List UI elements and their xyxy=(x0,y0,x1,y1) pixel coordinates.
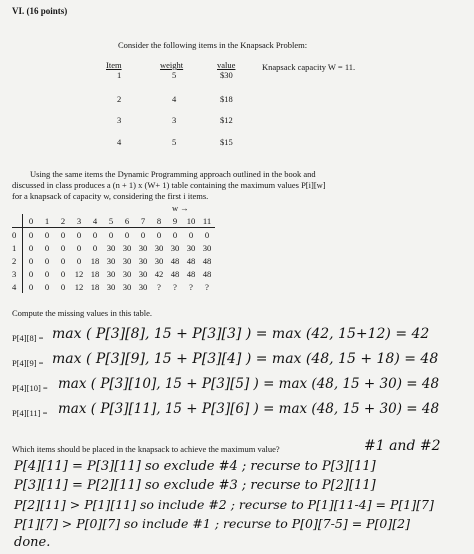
dp-cell: 0 xyxy=(44,255,50,266)
w-arrow-label: w → xyxy=(172,203,189,213)
dp-cell: ? xyxy=(189,281,193,292)
answer-work-3: max ( P[3][10], 15 + P[3][5] ) = max (48, 15 + 30) = 48 xyxy=(58,376,440,392)
dp-col-header: 2 xyxy=(55,214,71,228)
dp-cell: ? xyxy=(157,281,161,292)
dp-cell: 48 xyxy=(170,255,180,266)
dp-col-header: 6 xyxy=(119,214,135,228)
dp-row-3 xyxy=(12,267,215,280)
dp-cell: 18 xyxy=(90,255,100,266)
dp-cell: 0 xyxy=(44,281,50,292)
dp-cell: 0 xyxy=(44,229,50,240)
dp-corner xyxy=(12,214,23,228)
dp-row-label: 2 xyxy=(12,254,23,267)
dp-cell: 0 xyxy=(124,229,130,240)
dp-cell: 30 xyxy=(170,242,180,253)
item-row-1-item: 1 xyxy=(117,70,122,80)
dp-intro-line1: Using the same items the Dynamic Programming approach outlined in the book and xyxy=(30,169,316,179)
dp-cell: 0 xyxy=(28,242,34,253)
items-header-weight: weight xyxy=(160,60,184,70)
dp-cell: 30 xyxy=(122,281,132,292)
dp-cell: 0 xyxy=(204,229,210,240)
dp-col-header: 7 xyxy=(135,214,151,228)
dp-cell: 30 xyxy=(138,255,148,266)
dp-cell: 0 xyxy=(60,255,66,266)
dp-cell: 48 xyxy=(170,268,180,279)
items-header-item: Item xyxy=(106,60,122,70)
dp-cell: 0 xyxy=(92,242,98,253)
trace-line-5: done. xyxy=(14,535,51,550)
answer-work-2: max ( P[3][9], 15 + P[3][4] ) = max (48, 15 + 18) = 48 xyxy=(52,351,439,367)
instruction-text: Consider the following items in the Knapsack Problem: xyxy=(118,40,308,50)
compute-label: Compute the missing values in this table. xyxy=(12,308,153,318)
dp-cell: 0 xyxy=(60,229,66,240)
dp-cell: 0 xyxy=(140,229,146,240)
dp-col-header: 1 xyxy=(39,214,55,228)
dp-cell: 0 xyxy=(44,268,50,279)
dp-cell: ? xyxy=(205,281,209,292)
dp-cell: 0 xyxy=(108,229,114,240)
dp-col-header: 10 xyxy=(183,214,199,228)
dp-cell: 30 xyxy=(138,268,148,279)
which-items-answer: #1 and #2 xyxy=(364,438,441,454)
dp-table xyxy=(12,214,215,293)
dp-cell: 30 xyxy=(186,242,196,253)
dp-cell: 48 xyxy=(186,268,196,279)
dp-cell: 0 xyxy=(76,242,82,253)
dp-cell: 30 xyxy=(106,242,116,253)
dp-row-0 xyxy=(12,228,215,242)
dp-col-header: 4 xyxy=(87,214,103,228)
dp-cell: 30 xyxy=(154,255,164,266)
dp-cell: 12 xyxy=(74,281,84,292)
dp-cell: 30 xyxy=(122,242,132,253)
dp-cell: ? xyxy=(173,281,177,292)
dp-cell: 0 xyxy=(172,229,178,240)
dp-cell: 0 xyxy=(28,255,34,266)
dp-row-4 xyxy=(12,280,215,293)
dp-cell: 30 xyxy=(122,268,132,279)
item-row-1-value: $30 xyxy=(220,70,233,80)
dp-cell: 0 xyxy=(76,255,82,266)
answer-work-1: max ( P[3][8], 15 + P[3][3] ) = max (42, 15+12) = 42 xyxy=(52,326,430,342)
dp-cell: 30 xyxy=(106,268,116,279)
dp-col-header: 9 xyxy=(167,214,183,228)
dp-col-header: 11 xyxy=(199,214,215,228)
dp-cell: 48 xyxy=(186,255,196,266)
dp-cell: 30 xyxy=(138,281,148,292)
item-row-2-item: 2 xyxy=(117,94,122,104)
question-label: VI. (16 points) xyxy=(12,6,68,16)
answer-work-4: max ( P[3][11], 15 + P[3][6] ) = max (48, 15 + 30) = 48 xyxy=(58,401,440,417)
dp-cell: 30 xyxy=(106,255,116,266)
dp-cell: 0 xyxy=(28,229,34,240)
item-row-1-weight: 5 xyxy=(172,70,177,80)
dp-cell: 48 xyxy=(202,255,212,266)
item-row-3-value: $12 xyxy=(220,115,233,125)
item-row-2-weight: 4 xyxy=(172,94,177,104)
which-items-question: Which items should be placed in the knapsack to achieve the maximum value? xyxy=(12,444,280,454)
dp-cell: 0 xyxy=(28,268,34,279)
dp-cell: 42 xyxy=(154,268,164,279)
item-row-4-weight: 5 xyxy=(172,137,177,147)
dp-cell: 12 xyxy=(74,268,84,279)
dp-cell: 0 xyxy=(92,229,98,240)
dp-cell: 0 xyxy=(44,242,50,253)
dp-cell: 30 xyxy=(138,242,148,253)
dp-row-label: 0 xyxy=(12,228,23,242)
answer-label-4: P[4][11] = xyxy=(12,408,48,418)
item-row-4-item: 4 xyxy=(117,137,122,147)
dp-cell: 0 xyxy=(60,242,66,253)
dp-cell: 0 xyxy=(60,281,66,292)
trace-line-1: P[4][11] = P[3][11] so exclude #4 ; recurse to P[3][11] xyxy=(14,459,376,474)
dp-row-label: 1 xyxy=(12,241,23,254)
dp-col-header: 0 xyxy=(23,214,40,228)
dp-cell: 0 xyxy=(60,268,66,279)
dp-row-1 xyxy=(12,241,215,254)
trace-line-4: P[1][7] > P[0][7] so include #1 ; recurse to P[0][7-5] = P[0][2] xyxy=(14,516,410,531)
dp-header-row xyxy=(12,214,215,228)
dp-cell: 30 xyxy=(202,242,212,253)
items-header-value: value xyxy=(217,60,236,70)
answer-label-3: P[4][10] = xyxy=(12,383,48,393)
dp-cell: 0 xyxy=(188,229,194,240)
dp-cell: 18 xyxy=(90,268,100,279)
trace-line-3: P[2][11] > P[1][11] so include #2 ; recurse to P[1][11-4] = P[1][7] xyxy=(14,497,434,512)
item-row-3-weight: 3 xyxy=(172,115,177,125)
answer-label-2: P[4][9] = xyxy=(12,358,44,368)
dp-cell: 30 xyxy=(154,242,164,253)
dp-row-label: 4 xyxy=(12,280,23,293)
dp-cell: 0 xyxy=(28,281,34,292)
dp-intro-line3: for a knapsack of capacity w, considering the first i items. xyxy=(12,191,209,201)
dp-row-2 xyxy=(12,254,215,267)
dp-cell: 30 xyxy=(106,281,116,292)
dp-cell: 48 xyxy=(202,268,212,279)
item-row-3-item: 3 xyxy=(117,115,122,125)
item-row-4-value: $15 xyxy=(220,137,233,147)
dp-col-header: 3 xyxy=(71,214,87,228)
answer-label-1: P[4][8] = xyxy=(12,333,44,343)
dp-col-header: 5 xyxy=(103,214,119,228)
dp-cell: 0 xyxy=(76,229,82,240)
dp-cell: 30 xyxy=(122,255,132,266)
item-row-2-value: $18 xyxy=(220,94,233,104)
trace-line-2: P[3][11] = P[2][11] so exclude #3 ; recurse to P[2][11] xyxy=(14,478,376,493)
dp-cell: 18 xyxy=(90,281,100,292)
dp-cell: 0 xyxy=(156,229,162,240)
dp-intro-line2: discussed in class produces a (n + 1) x (W+ 1) table containing the maximum values P[i][w] xyxy=(12,180,326,190)
dp-row-label: 3 xyxy=(12,267,23,280)
capacity-text: Knapsack capacity W = 11. xyxy=(262,62,356,72)
dp-col-header: 8 xyxy=(151,214,167,228)
